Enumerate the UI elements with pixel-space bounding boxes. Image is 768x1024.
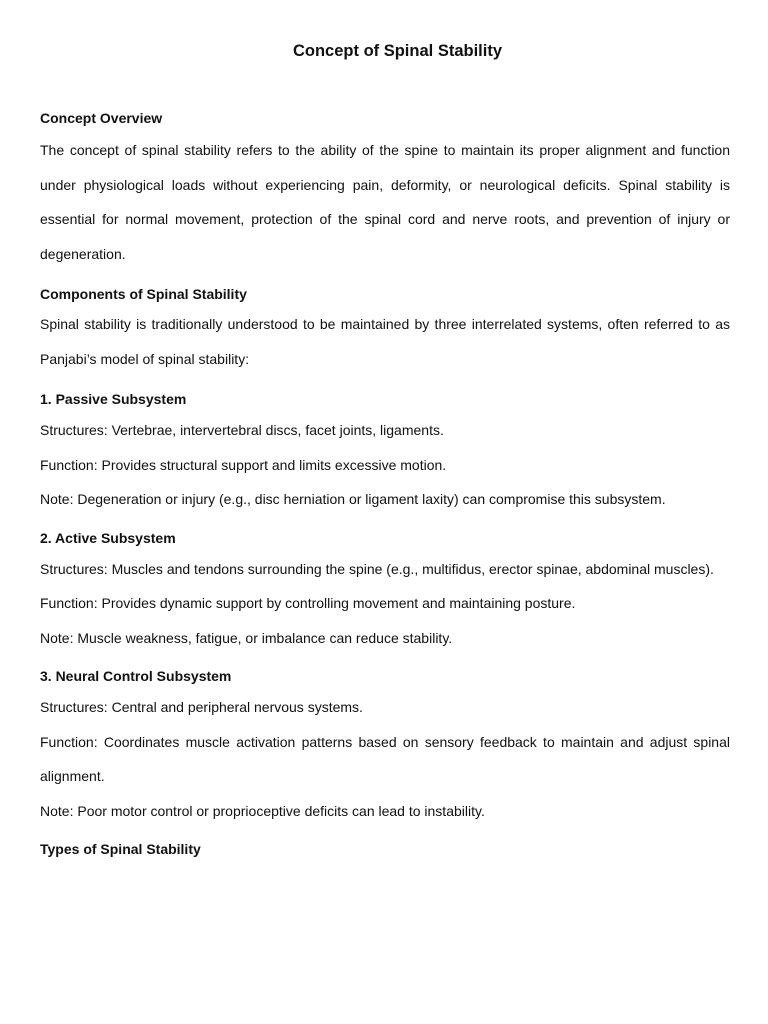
document-title: Concept of Spinal Stability <box>292 42 502 60</box>
passive-function-text: Function: Provides structural support and limits excessive motion. <box>40 456 447 473</box>
concept-overview-heading: Concept Overview <box>40 110 163 126</box>
active-note-text: Note: Muscle weakness, fatigue, or imbalance can reduce stability. <box>40 629 453 646</box>
components-heading: Components of Spinal Stability <box>40 286 247 302</box>
active-structures-text: Structures: Muscles and tendons surrounding the spine (e.g., multifidus, erector spinae, abdominal muscles). <box>40 560 714 577</box>
components-text: Spinal stability is traditionally understood to be maintained by three interrelated systems, often referred to as Panjabi’s model of spinal stability: <box>40 316 730 367</box>
neural-structures-text: Structures: Central and peripheral nervous systems. <box>40 699 363 715</box>
passive-subsystem-section <box>40 413 730 517</box>
active-function-text: Function: Provides dynamic support by controlling movement and maintaining posture. <box>40 595 576 611</box>
passive-note-text: Note: Degeneration or injury (e.g., disc herniation or ligament laxity) can compromise this subsystem. <box>40 491 666 507</box>
neural-function-text: Function: Coordinates muscle activation patterns based on sensory feedback to maintain and adjust spinal alignment. <box>40 733 730 784</box>
document-page <box>40 38 730 859</box>
types-heading: Types of Spinal Stability <box>40 841 201 857</box>
neural-subsystem-heading: 3. Neural Control Subsystem <box>40 668 232 684</box>
neural-subsystem-section <box>40 690 730 828</box>
active-subsystem-heading: 2. Active Subsystem <box>40 529 176 546</box>
passive-subsystem-heading: 1. Passive Subsystem <box>40 391 187 407</box>
neural-note-text: Note: Poor motor control or proprioceptive deficits can lead to instability. <box>40 802 485 819</box>
concept-overview-text: The concept of spinal stability refers to the ability of the spine to maintain its proper alignment and function under physiological loads without experiencing pain, deformity, or neurological deficits. Spinal stability is essential for normal movement, protection of the spinal cord and nerve roots, and prevention of injury or degeneration. <box>40 142 730 262</box>
active-subsystem-section <box>40 552 730 656</box>
passive-structures-text: Structures: Vertebrae, intervertebral discs, facet joints, ligaments. <box>40 422 444 438</box>
